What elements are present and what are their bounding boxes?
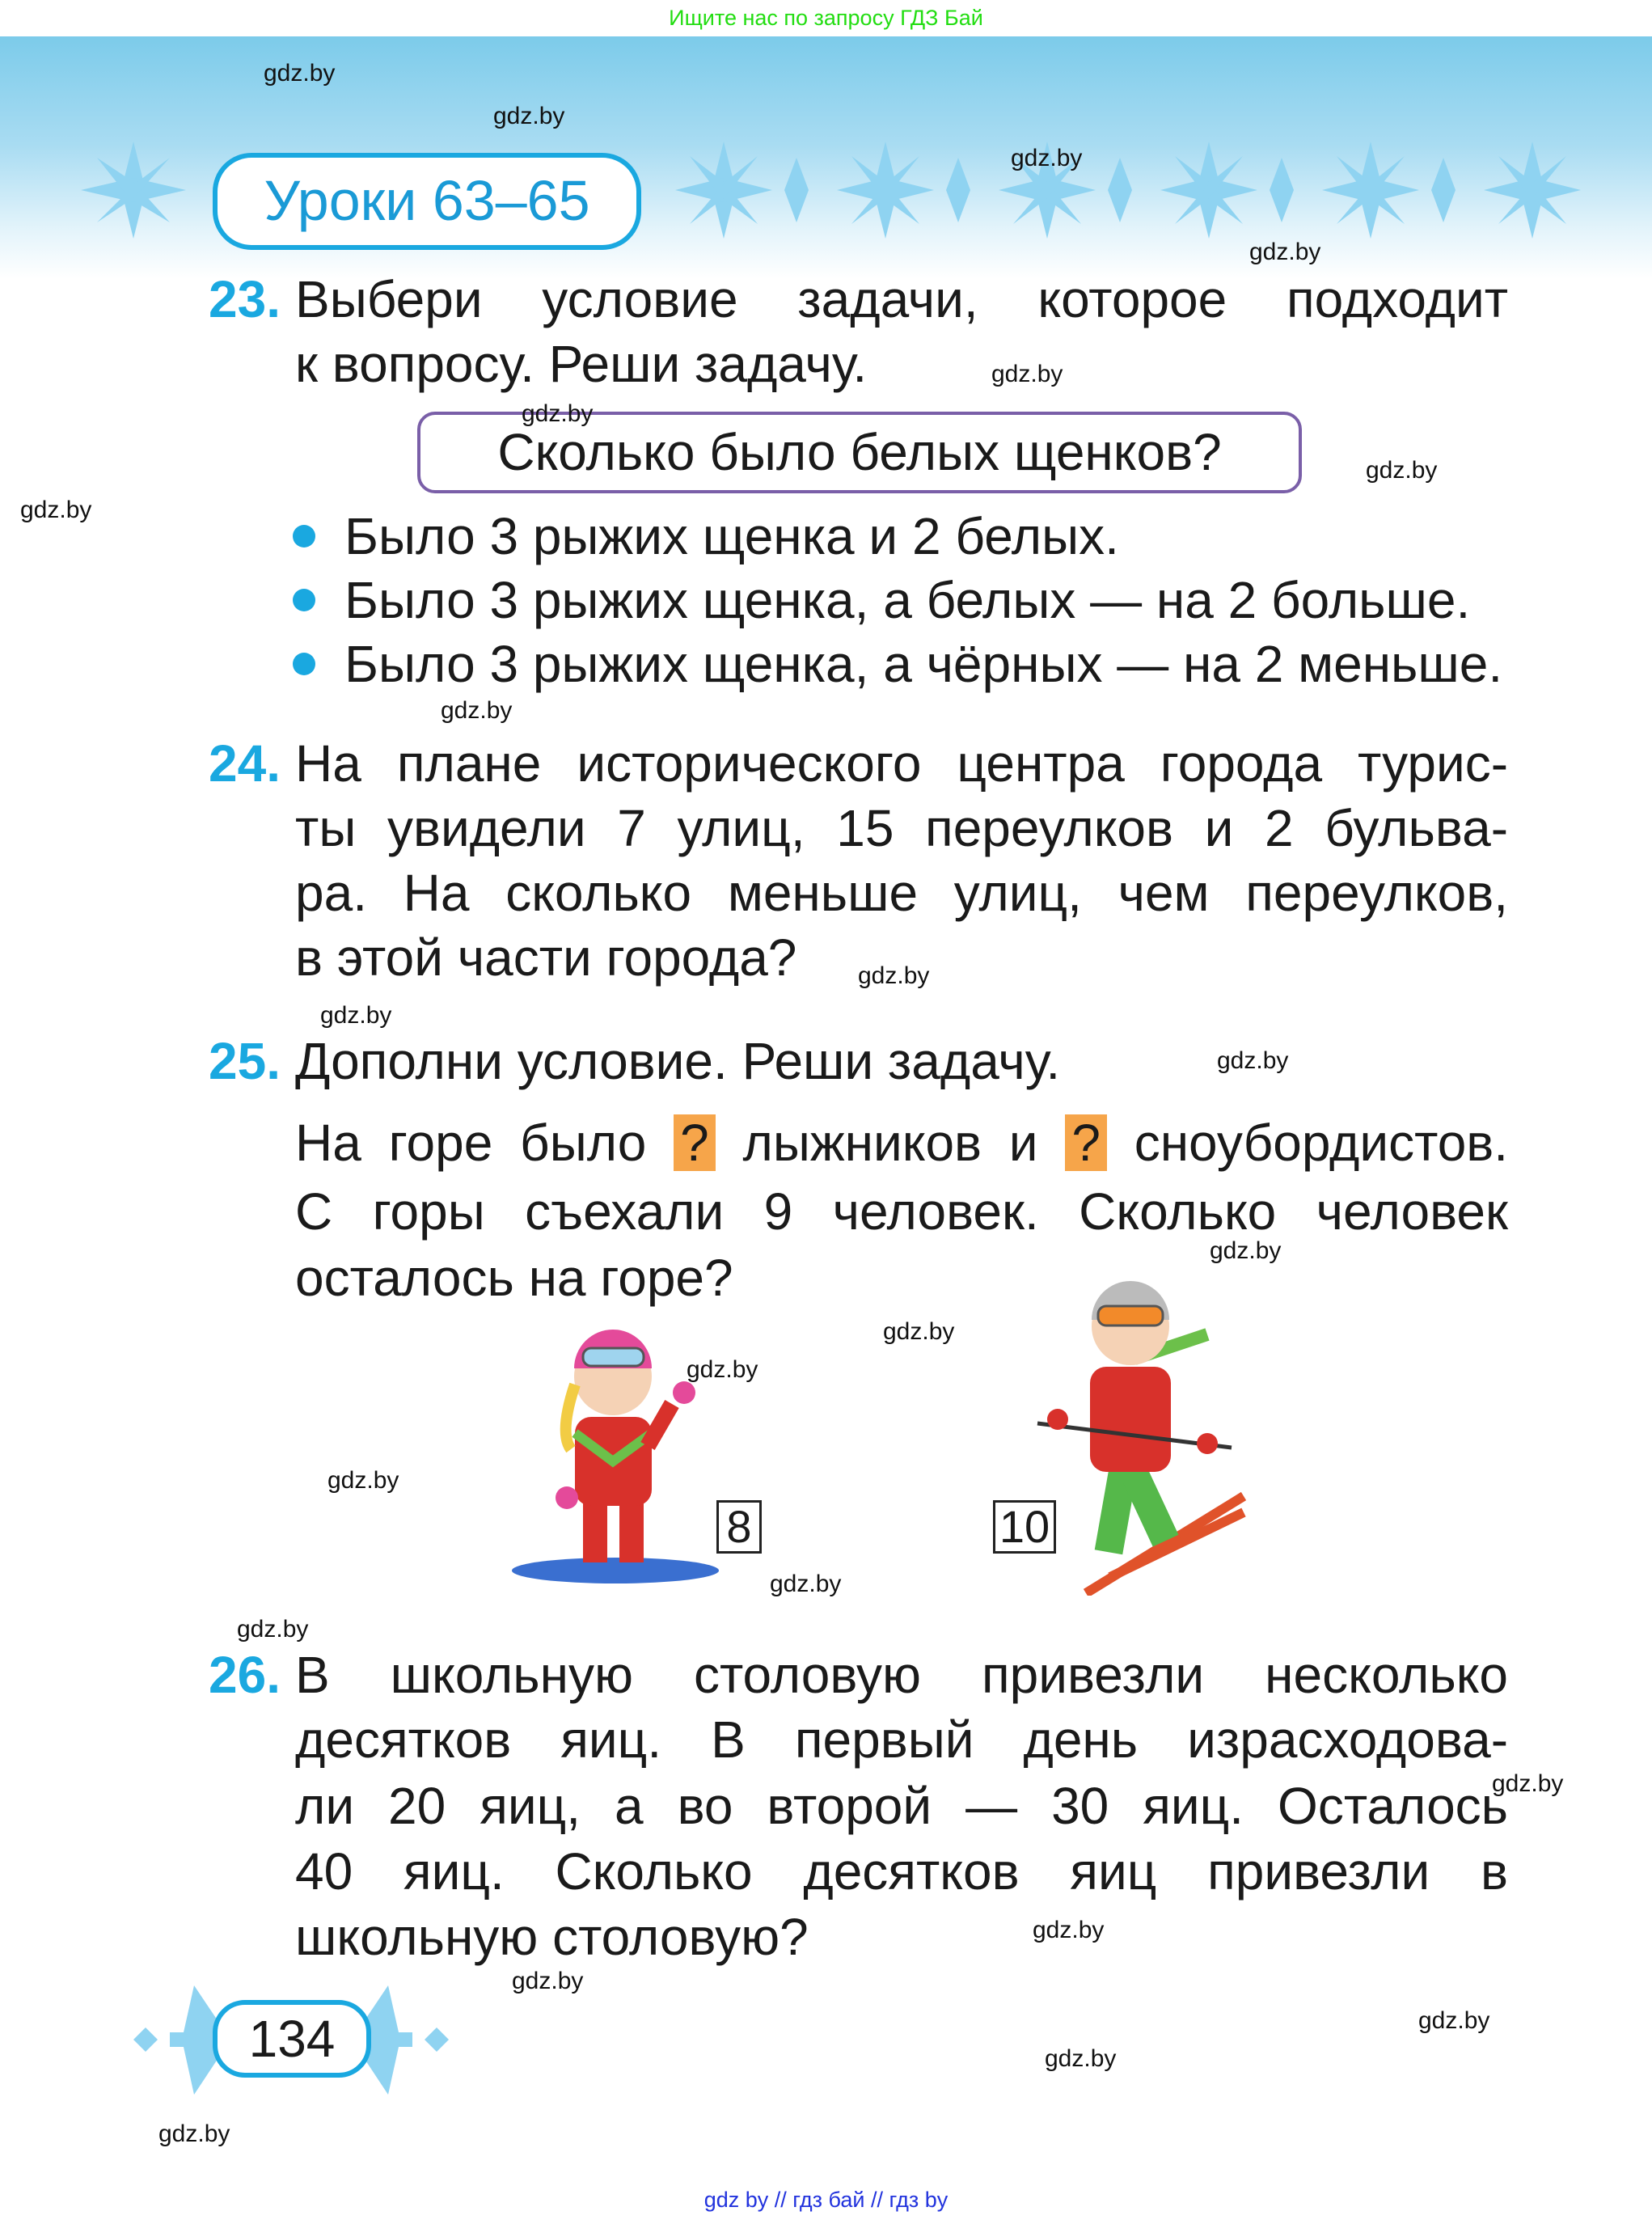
task-text: ли 20 яиц, а во второй — 30 яиц. Осталось	[295, 1777, 1508, 1835]
cond-c: сноубордистов.	[1134, 1114, 1509, 1172]
bullet-icon	[293, 525, 315, 548]
watermark: gdz.by	[264, 60, 336, 87]
watermark: gdz.by	[1033, 1917, 1105, 1943]
task-text: ты увидели 7 улиц, 15 переулков и 2 бульва-	[295, 799, 1508, 857]
watermark: gdz.by	[522, 400, 594, 427]
snowboarder-illustration-icon	[510, 1312, 723, 1588]
snowboarder-count: 8	[716, 1500, 762, 1554]
watermark: gdz.by	[237, 1616, 309, 1643]
option: Было 3 рыжих щенка и 2 белых.	[344, 507, 1119, 565]
watermark: gdz.by	[991, 361, 1063, 387]
watermark: gdz.by	[1217, 1047, 1289, 1074]
task-number: 26.	[209, 1646, 281, 1704]
task-text: школьную столовую?	[295, 1908, 809, 1966]
bullet-icon	[293, 589, 315, 611]
watermark: gdz.by	[1492, 1770, 1564, 1797]
bullet-icon	[293, 653, 315, 675]
task-text: Дополни условие. Реши задачу.	[295, 1032, 1061, 1090]
task-text: к вопросу. Реши задачу.	[295, 335, 868, 393]
watermark: gdz.by	[1418, 2007, 1490, 2034]
task-condition	[295, 1110, 1508, 1175]
task-text: 40 яиц. Сколько десятков яиц привезли в	[295, 1842, 1508, 1901]
ornament-band-icon	[675, 142, 1581, 239]
question-box: Сколько было белых щенков?	[417, 412, 1302, 493]
cond-a: На горе было	[295, 1114, 647, 1172]
question-mark-2: ?	[1065, 1114, 1107, 1171]
skier-count: 10	[993, 1500, 1056, 1554]
watermark: gdz.by	[1249, 239, 1321, 265]
task-text: в этой части города?	[295, 928, 797, 987]
page-number: 134	[213, 2000, 371, 2078]
watermark: gdz.by	[883, 1318, 955, 1345]
watermark: gdz.by	[1045, 2045, 1117, 2072]
option: Было 3 рыжих щенка, а белых — на 2 больше.	[344, 571, 1471, 629]
watermark: gdz.by	[20, 497, 92, 523]
watermark: gdz.by	[493, 103, 565, 129]
task-text: осталось на горе?	[295, 1249, 733, 1307]
watermark: gdz.by	[327, 1467, 399, 1494]
task-text: Выбери условие задачи, которое подходит	[295, 270, 1508, 328]
question-mark-1: ?	[674, 1114, 716, 1171]
task-text: На плане исторического центра города турис-	[295, 734, 1508, 793]
watermark: gdz.by	[158, 2120, 230, 2147]
watermark: gdz.by	[770, 1571, 842, 1597]
task-number: 23.	[209, 270, 281, 328]
ornament-left-icon	[81, 142, 186, 239]
watermark: gdz.by	[687, 1356, 758, 1383]
top-banner: Ищите нас по запросу ГДЗ Бай	[0, 0, 1652, 36]
watermark: gdz.by	[441, 697, 513, 724]
lesson-title: Уроки 63–65	[213, 153, 641, 250]
task-text: десятков яиц. В первый день израсходова-	[295, 1710, 1508, 1769]
task-number: 25.	[209, 1032, 281, 1090]
task-text: ра. На сколько меньше улиц, чем переулков,	[295, 864, 1508, 922]
watermark: gdz.by	[512, 1968, 584, 1994]
watermark: gdz.by	[858, 962, 930, 989]
watermark: gdz.by	[320, 1002, 392, 1029]
watermark: gdz.by	[1210, 1237, 1282, 1264]
task-text: В школьную столовую привезли несколько	[295, 1646, 1508, 1704]
footer-links[interactable]: gdz by // гдз бай // гдз by	[703, 2188, 949, 2212]
task-text: С горы съехали 9 человек. Сколько человек	[295, 1182, 1508, 1241]
task-number: 24.	[209, 734, 281, 793]
watermark: gdz.by	[1366, 457, 1438, 484]
option: Было 3 рыжих щенка, а чёрных — на 2 меньше.	[344, 635, 1503, 693]
watermark: gdz.by	[1011, 145, 1083, 171]
cond-b: лыжников и	[742, 1114, 1038, 1172]
